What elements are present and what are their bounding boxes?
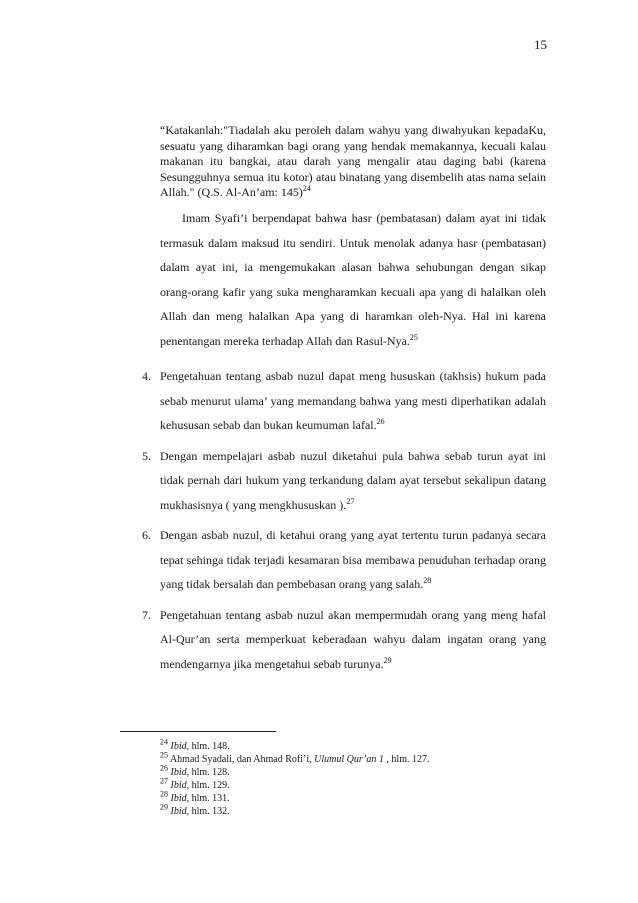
footnote-ref[interactable]: 24 xyxy=(302,184,311,194)
footnote-number: 29 xyxy=(160,802,168,812)
list-item xyxy=(142,444,546,518)
footnote-number: 25 xyxy=(160,750,168,760)
paragraph-imam-syafii xyxy=(160,206,546,353)
list-item-text: Dengan mempelajari asbab nuzul diketahui pula bahwa sebab turun ayat ini tidak pernah dari hukum yang terkandung dalam ayat tersebut sekalipun datang mukhasisnya ( yang mengkhususkan ). xyxy=(160,448,546,512)
page-number: 15 xyxy=(534,37,547,52)
footnote xyxy=(160,763,550,779)
footnote-ref[interactable]: 27 xyxy=(346,496,355,506)
paragraph-text: Imam Syafi’i berpendapat bahwa hasr (pembatasan) dalam ayat ini tidak termasuk dalam maksud itu sendiri. Untuk menolak adanya hasr (pembatasan) dalam ayat ini, ia mengemukakan alasan bahwa sehubungan dengan sikap orang-orang kafir yang suka mengharamkan kecuali apa yang di halalkan oleh Allah dan meng halalkan Apa yang di haramkan oleh-Nya. Hal ini karena penentangan mereka terhadap Allah dan Rasul-Nya. xyxy=(160,211,546,348)
list-number: 6. xyxy=(142,528,151,542)
footnote xyxy=(160,776,550,792)
footnote-text: hlm. 132. xyxy=(189,806,230,817)
list-item xyxy=(142,603,546,677)
footnote-ref[interactable]: 28 xyxy=(423,576,432,585)
footnote-text: , hlm. 127. xyxy=(383,754,430,765)
list-number: 7. xyxy=(142,607,151,622)
footnote-text: hlm. 129. xyxy=(189,780,230,791)
footnote-divider xyxy=(120,731,276,732)
footnote-text: Ahmad Syadali, dan Ahmad Rofi’i, xyxy=(168,754,315,765)
footnote xyxy=(160,737,550,753)
footnote-text: hlm. 128. xyxy=(189,767,230,778)
list-item-text: Pengetahuan tentang asbab nuzul akan mempermudah orang yang meng hafal Al-Qur’an serta memperkuat keberadaan wahyu dalam ingatan orang yang mendengarnya jika mengetahui sebab turunya. xyxy=(160,607,546,671)
footnote xyxy=(160,750,550,766)
footnote-text: hlm. 131. xyxy=(189,793,230,804)
quote-block xyxy=(160,123,546,201)
footnote-text: hlm. 148. xyxy=(189,741,230,752)
list-item xyxy=(142,523,546,597)
footnote-italic: Ibid, xyxy=(170,780,190,791)
footnote-number: 27 xyxy=(160,776,168,786)
footnote-number: 24 xyxy=(160,737,168,747)
footnote-ref[interactable]: 25 xyxy=(409,332,418,342)
list-number: 5. xyxy=(142,448,151,463)
list-item xyxy=(142,364,546,438)
list-item-text: Dengan asbab nuzul, di ketahui orang yang ayat tertentu turun padanya secara tepat sehinga tidak terjadi kesamaran bisa membawa penuduhan terhadap orang yang tidak bersalah dan pembebasan orang yang salah. xyxy=(160,528,546,591)
list-item-text: Pengetahuan tentang asbab nuzul dapat meng hususkan (takhsis) hukum pada sebab menurut ulama’ yang memandang bahwa yang mesti diperhatikan adalah kehususan sebab dan bukan keumuman lafal. xyxy=(160,369,546,432)
footnote-ref[interactable]: 26 xyxy=(376,417,385,426)
footnote-number: 26 xyxy=(160,763,168,773)
footnote xyxy=(160,802,550,818)
footnote-italic: Ulumul Qur’an 1 xyxy=(314,754,384,765)
footnote-number: 28 xyxy=(160,789,168,799)
footnote-italic: Ibid, xyxy=(170,793,190,804)
footnote-ref[interactable]: 29 xyxy=(383,655,392,665)
footnote-italic: Ibid, xyxy=(170,806,190,817)
list-number: 4. xyxy=(142,369,151,383)
footnote xyxy=(160,789,550,805)
footnotes xyxy=(160,737,550,818)
footnote-italic: Ibid, xyxy=(170,767,190,778)
numbered-list xyxy=(142,364,546,682)
footnote-italic: Ibid, xyxy=(170,741,190,752)
quote-text: “Katakanlah:"Tiadalah aku peroleh dalam wahyu yang diwahyukan kepadaKu, sesuatu yang diharamkan bagi orang yang hendak memakannya, kecuali kalau makanan itu bangkai, atau darah yang mengalir atau daging babi (karena Sesungguhnya semua itu kotor) atau binatang yang disembelih atas nama selain Allah." (Q.S. Al-An’am: 145) xyxy=(160,123,546,200)
